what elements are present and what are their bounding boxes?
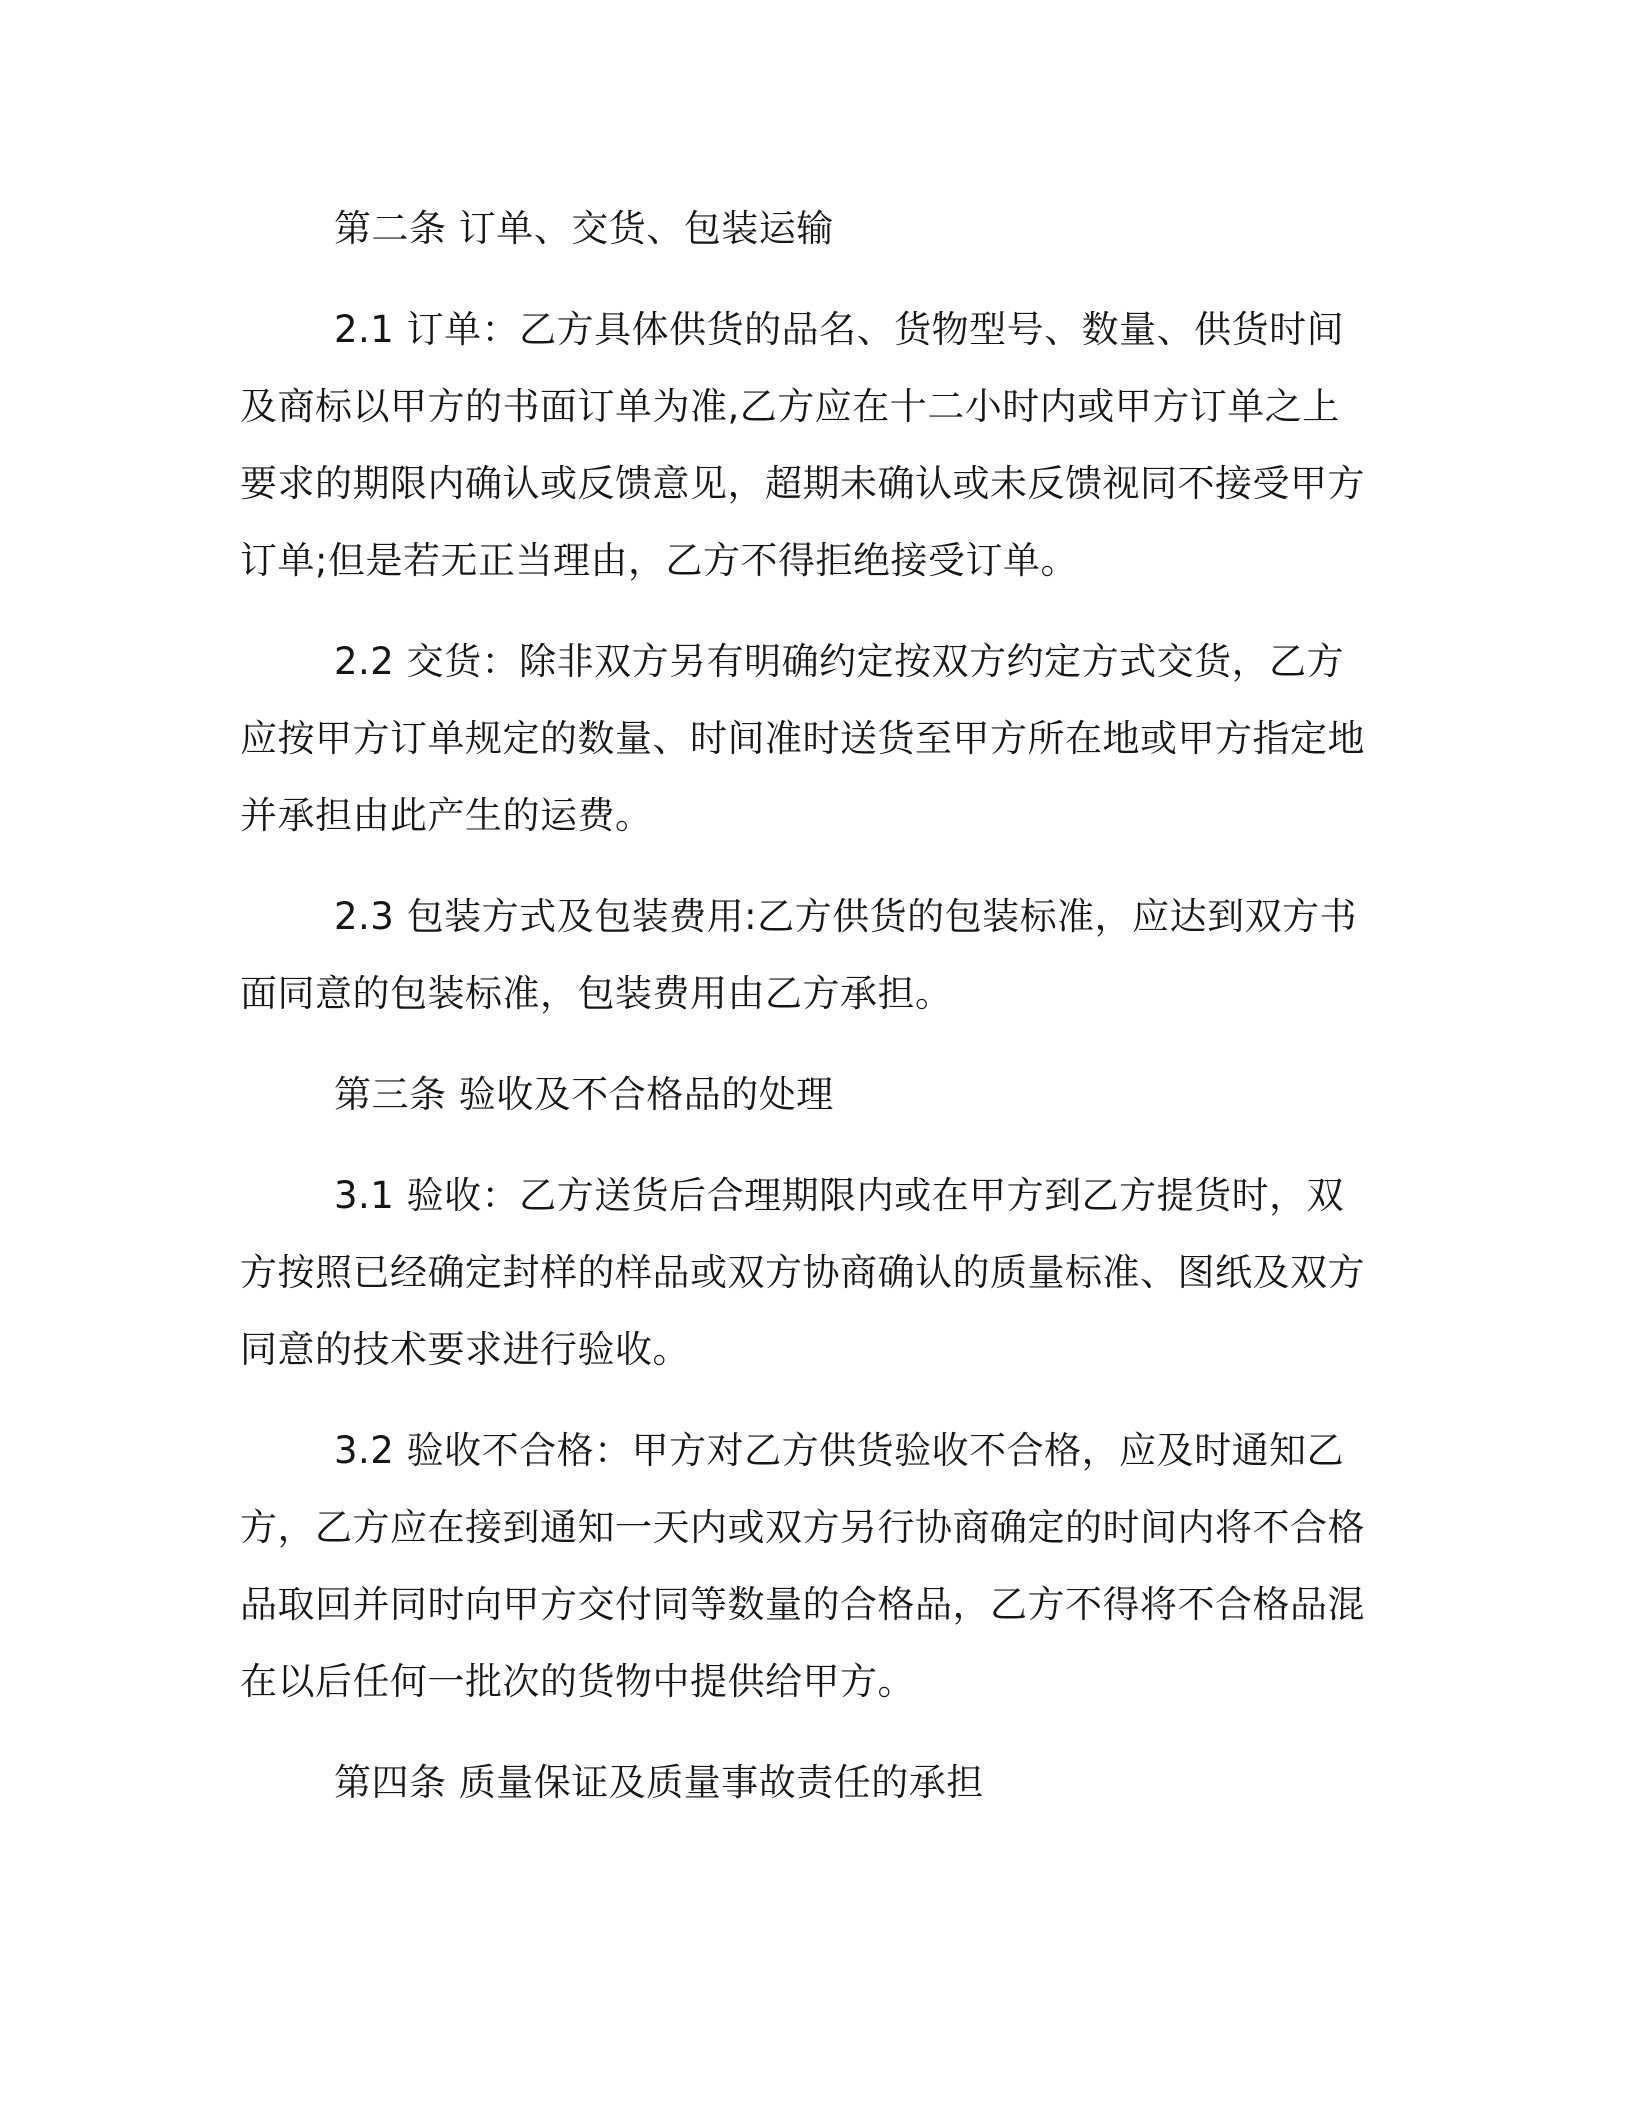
article-2-heading: 第二条 订单、交货、包装运输 [334,207,834,250]
clause-2-3-paragraph: 2.3 包装方式及包装费用:乙方供货的包装标准，应达到双方书面同意的包装标准，包装费用由乙方承担。 [240,895,1358,1015]
clause-3-1-paragraph: 3.1 验收：乙方送货后合理期限内或在甲方到乙方提货时，双方按照已经确定封样的样品或双方协商确认的质量标准、图纸及双方同意的技术要求进行验收。 [240,1174,1365,1371]
document-body [240,190,1375,1845]
clause-3-2-paragraph: 3.2 验收不合格：甲方对乙方供货验收不合格，应及时通知乙方，乙方应在接到通知一天内或双方另行协商确定的时间内将不合格品取回并同时向甲方交付同等数量的合格品，乙方不得将不合格品混在以后任何一批次的货物中提供给甲方。 [240,1429,1365,1703]
clause-2-1-paragraph: 2.1 订单：乙方具体供货的品名、货物型号、数量、供货时间及商标以甲方的书面订单为准,乙方应在十二小时内或甲方订单之上要求的期限内确认或反馈意见，超期未确认或未反馈视同不接受甲方订单;但是若无正当理由，乙方不得拒绝接受订单。 [240,308,1365,582]
clause-2-2-paragraph: 2.2 交货：除非双方另有明确约定按双方约定方式交货，乙方应按甲方订单规定的数量、时间准时送货至甲方所在地或甲方指定地并承担由此产生的运费。 [240,640,1365,837]
article-4-heading: 第四条 质量保证及质量事故责任的承担 [334,1761,984,1804]
article-3-heading: 第三条 验收及不合格品的处理 [334,1073,834,1116]
